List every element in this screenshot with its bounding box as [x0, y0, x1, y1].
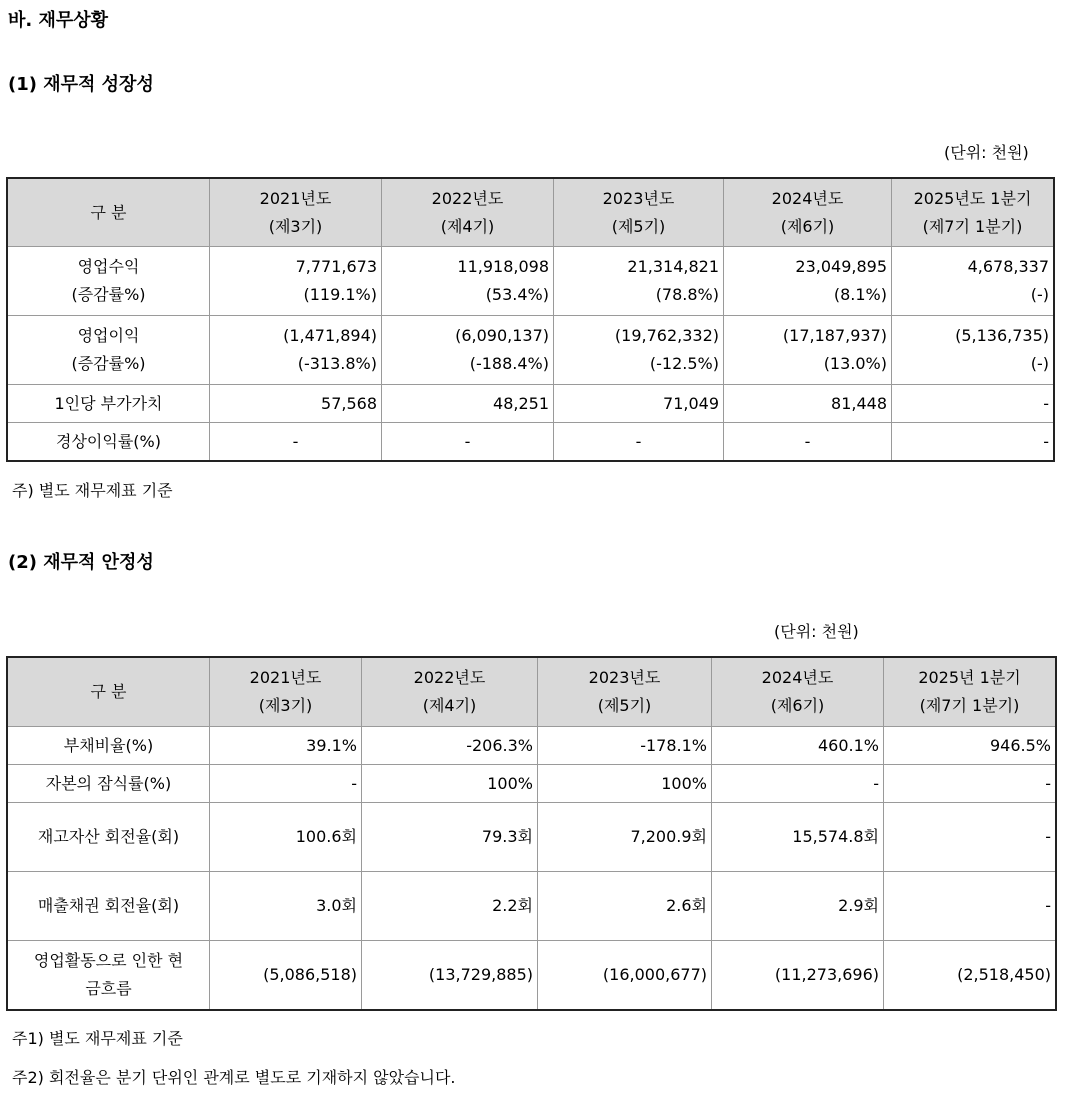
column-header: 2024년도 (제6기): [712, 658, 884, 727]
section2-note-1: 주1) 별도 재무제표 기준: [12, 1029, 183, 1048]
column-header: 2025년 1분기 (제7기 1분기): [884, 658, 1056, 727]
row-label: 영업수익 (증감률%): [8, 247, 210, 316]
table-cell: 4,678,337 (-): [892, 247, 1054, 316]
table-cell: 2.2회: [362, 872, 538, 941]
table-cell: -: [884, 765, 1056, 803]
table-cell: (19,762,332) (-12.5%): [554, 316, 724, 385]
table-cell: -: [210, 423, 382, 461]
column-header: 2021년도 (제3기): [210, 179, 382, 247]
table-cell: (5,086,518): [210, 941, 362, 1010]
section1-title: (1) 재무적 성장성: [8, 74, 154, 95]
header-corner: 구 분: [8, 658, 210, 727]
column-header: 2025년도 1분기 (제7기 1분기): [892, 179, 1054, 247]
row-label: 영업활동으로 인한 현 금흐름: [8, 941, 210, 1010]
table-cell: -: [382, 423, 554, 461]
table-cell: 460.1%: [712, 727, 884, 765]
table-cell: 2.9회: [712, 872, 884, 941]
column-header: 2024년도 (제6기): [724, 179, 892, 247]
table-cell: (2,518,450): [884, 941, 1056, 1010]
table-cell: 3.0회: [210, 872, 362, 941]
table-cell: 946.5%: [884, 727, 1056, 765]
table-cell: 21,314,821 (78.8%): [554, 247, 724, 316]
page-heading: 바. 재무상황: [8, 10, 109, 31]
table-cell: (17,187,937) (13.0%): [724, 316, 892, 385]
row-label: 부채비율(%): [8, 727, 210, 765]
table-cell: 100%: [538, 765, 712, 803]
table-row: [8, 423, 1054, 461]
table-row: [8, 385, 1054, 423]
table-cell: -: [724, 423, 892, 461]
column-header: 2023년도 (제5기): [554, 179, 724, 247]
column-header: 2022년도 (제4기): [362, 658, 538, 727]
column-header: 2022년도 (제4기): [382, 179, 554, 247]
table-cell: (16,000,677): [538, 941, 712, 1010]
table-cell: 48,251: [382, 385, 554, 423]
table-cell: 100.6회: [210, 803, 362, 872]
row-label: 매출채권 회전율(회): [8, 872, 210, 941]
table-row: [8, 247, 1054, 316]
table-cell: 7,771,673 (119.1%): [210, 247, 382, 316]
table-cell: -: [554, 423, 724, 461]
table-cell: -: [892, 385, 1054, 423]
header-corner: 구 분: [8, 179, 210, 247]
table-cell: 71,049: [554, 385, 724, 423]
table-cell: -178.1%: [538, 727, 712, 765]
table-cell: 79.3회: [362, 803, 538, 872]
table-row: [8, 872, 1056, 941]
table-row: [8, 316, 1054, 385]
row-label: 1인당 부가가치: [8, 385, 210, 423]
table-cell: 15,574.8회: [712, 803, 884, 872]
section2-title: (2) 재무적 안정성: [8, 552, 154, 573]
row-label: 영업이익 (증감률%): [8, 316, 210, 385]
table-header-row: [8, 179, 1054, 247]
table-cell: (5,136,735) (-): [892, 316, 1054, 385]
table-cell: 23,049,895 (8.1%): [724, 247, 892, 316]
growth-table: [7, 178, 1054, 461]
row-label: 경상이익률(%): [8, 423, 210, 461]
table-cell: -: [892, 423, 1054, 461]
table-cell: 57,568: [210, 385, 382, 423]
table-cell: -: [884, 803, 1056, 872]
section2-unit: (단위: 천원): [774, 622, 859, 641]
stability-table: [7, 657, 1056, 1010]
table-cell: 2.6회: [538, 872, 712, 941]
table-cell: -: [884, 872, 1056, 941]
section1-unit: (단위: 천원): [944, 143, 1029, 162]
table-cell: (1,471,894) (-313.8%): [210, 316, 382, 385]
row-label: 재고자산 회전율(회): [8, 803, 210, 872]
table-cell: -206.3%: [362, 727, 538, 765]
table-cell: 100%: [362, 765, 538, 803]
table-row: [8, 765, 1056, 803]
table-header-row: [8, 658, 1056, 727]
table-row: [8, 941, 1056, 1010]
section1-note: 주) 별도 재무제표 기준: [12, 481, 173, 500]
table-cell: -: [210, 765, 362, 803]
table-cell: (13,729,885): [362, 941, 538, 1010]
table-row: [8, 803, 1056, 872]
table-cell: 7,200.9회: [538, 803, 712, 872]
table-cell: (6,090,137) (-188.4%): [382, 316, 554, 385]
section2-note-2: 주2) 회전율은 분기 단위인 관계로 별도로 기재하지 않았습니다.: [12, 1068, 456, 1087]
column-header: 2021년도 (제3기): [210, 658, 362, 727]
table-cell: 81,448: [724, 385, 892, 423]
table-cell: (11,273,696): [712, 941, 884, 1010]
table-cell: 39.1%: [210, 727, 362, 765]
table-cell: -: [712, 765, 884, 803]
table-cell: 11,918,098 (53.4%): [382, 247, 554, 316]
table-row: [8, 727, 1056, 765]
column-header: 2023년도 (제5기): [538, 658, 712, 727]
row-label: 자본의 잠식률(%): [8, 765, 210, 803]
